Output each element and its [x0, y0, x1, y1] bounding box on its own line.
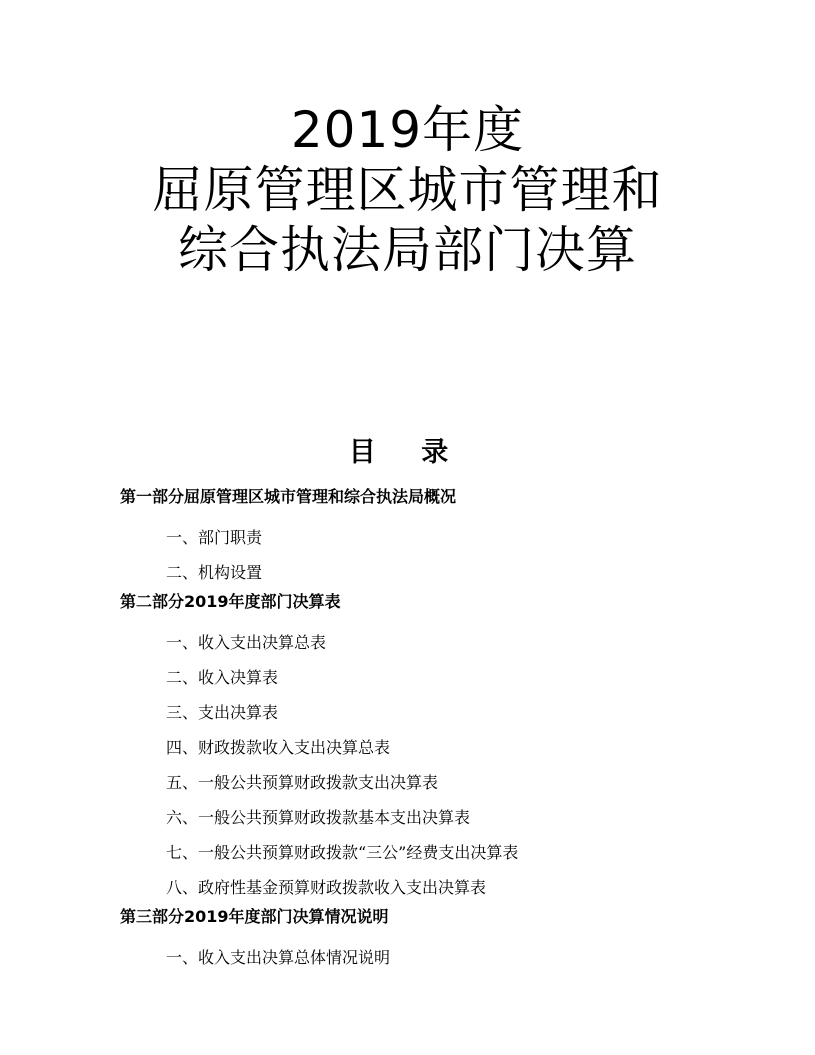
toc-item: 六、一般公共预算财政拨款基本支出决算表 — [166, 808, 471, 827]
document-title — [0, 100, 815, 280]
table-of-contents — [120, 480, 780, 970]
title-line-3: 综合执法局部门决算 — [178, 221, 637, 279]
toc-item: 三、支出决算表 — [166, 703, 279, 722]
toc-item: 一、收入支出决算总体情况说明 — [166, 948, 391, 967]
toc-item: 四、财政拨款收入支出决算总表 — [166, 738, 391, 757]
toc-part-1: 第一部分屈原管理区城市管理和综合执法局概况 — [120, 487, 457, 506]
toc-heading: 目 录 — [348, 437, 467, 468]
toc-item: 七、一般公共预算财政拨款“三公”经费支出决算表 — [166, 843, 519, 862]
toc-part-2: 第二部分2019年度部门决算表 — [120, 592, 341, 611]
title-line-1: 2019年度 — [290, 101, 525, 159]
toc-item: 八、政府性基金预算财政拨款收入支出决算表 — [166, 878, 487, 897]
title-line-2: 屈原管理区城市管理和 — [152, 161, 663, 219]
toc-item: 一、收入支出决算总表 — [166, 633, 327, 652]
toc-item: 二、机构设置 — [166, 563, 263, 582]
toc-part-3: 第三部分2019年度部门决算情况说明 — [120, 907, 389, 926]
toc-item: 二、收入决算表 — [166, 668, 279, 687]
toc-item: 一、部门职责 — [166, 528, 263, 547]
toc-item: 五、一般公共预算财政拨款支出决算表 — [166, 773, 439, 792]
